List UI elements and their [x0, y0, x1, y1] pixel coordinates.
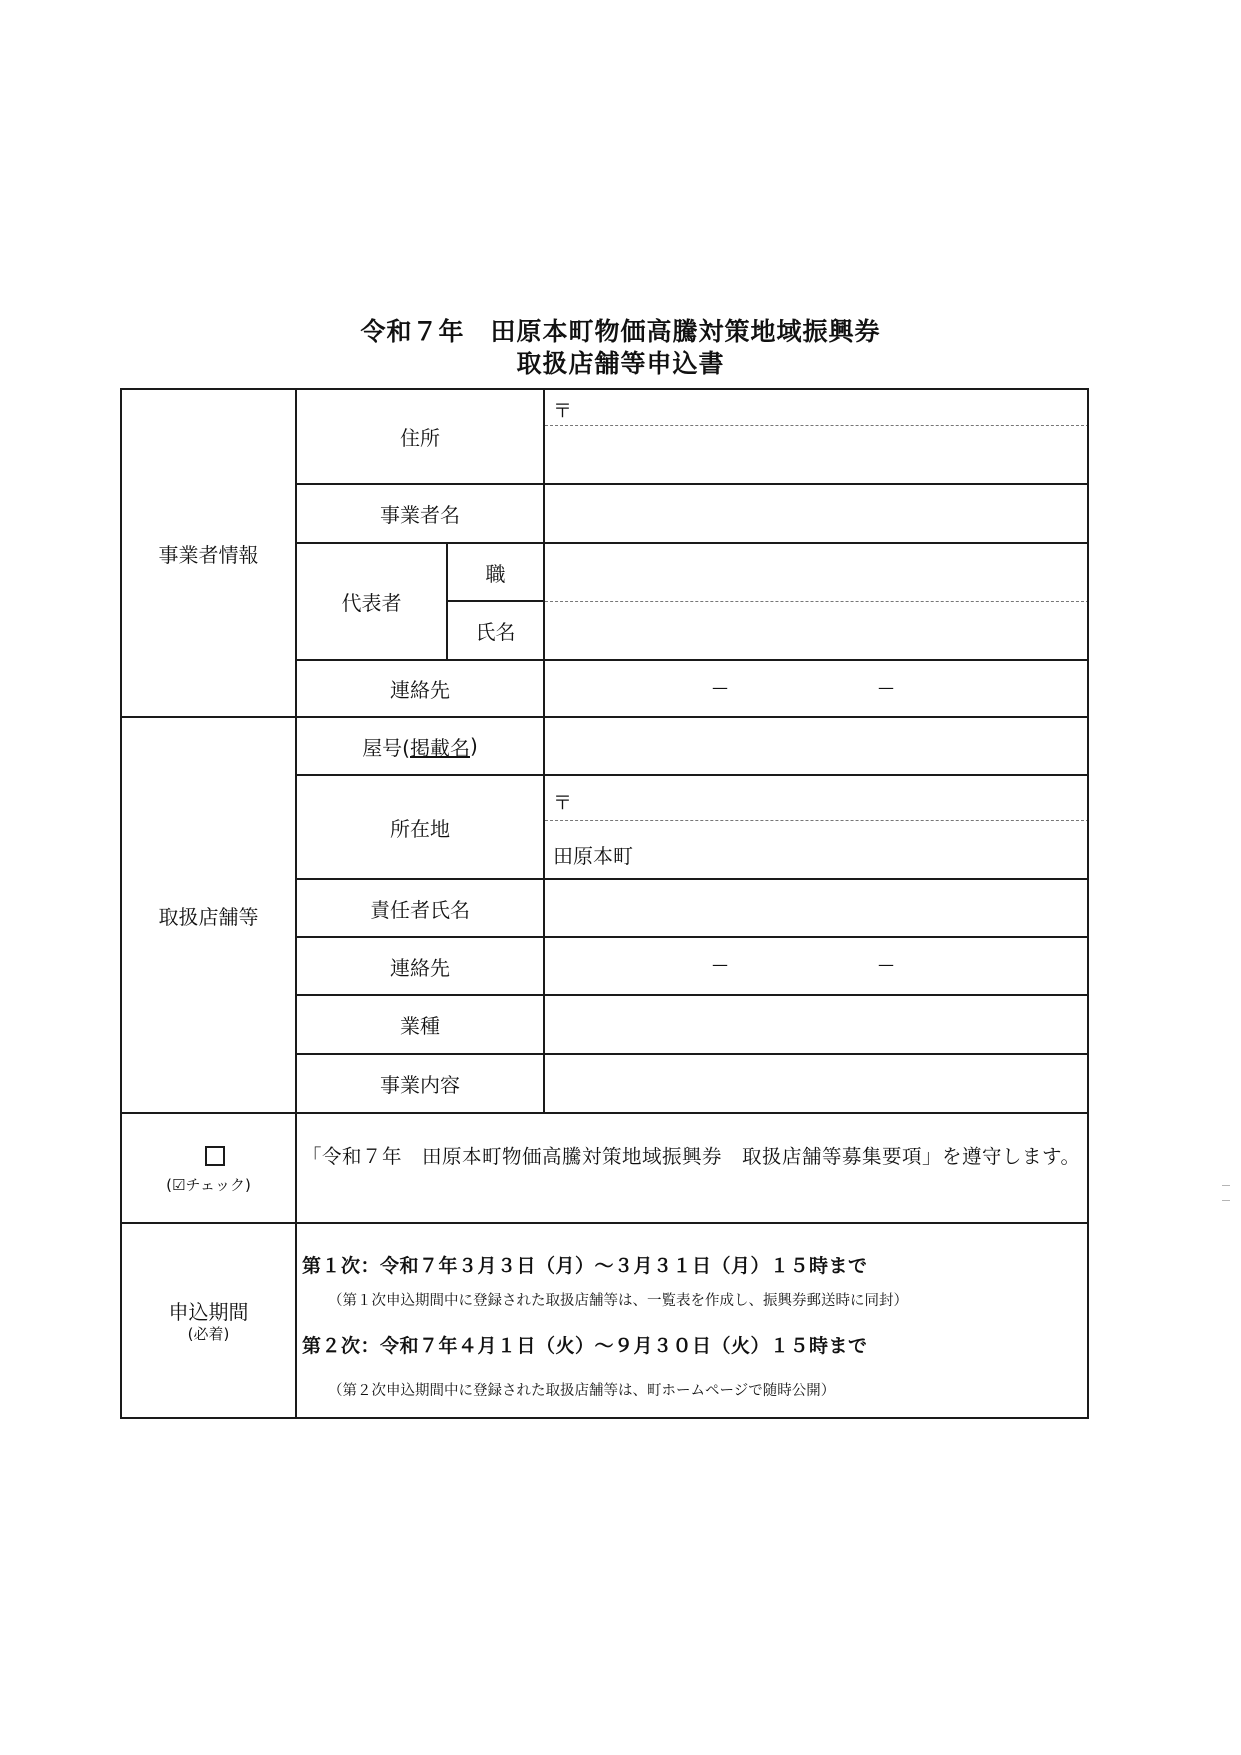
second-round-note: （第２次申込期間中に登録された取扱店舗等は、町ホームページで随時公開） [328, 1383, 836, 1399]
postal-mark: 〒 [553, 400, 573, 422]
location-label: 所在地 [390, 816, 450, 841]
shop-name-label-underlined: 掲載名 [410, 735, 470, 760]
store-info-header: 取扱店舗等 [158, 904, 259, 929]
application-period-label: 申込期間 [168, 1299, 249, 1324]
first-round-note: （第１次申込期間中に登録された取扱店舗等は、一覧表を作成し、振興券郵送時に同封） [328, 1293, 908, 1309]
scan-artifact [1222, 1200, 1230, 1201]
business-name-label: 事業者名 [380, 503, 460, 527]
location-value: 田原本町 [553, 844, 633, 868]
shop-name-label-suffix: ) [470, 734, 478, 758]
border-right [1087, 388, 1089, 1419]
form-title: 令和７年 田原本町物価高騰対策地域振興券 [360, 317, 881, 346]
phone-separator: — [712, 955, 728, 974]
dashed-divider [545, 601, 1089, 602]
manager-name-label: 責任者氏名 [370, 897, 470, 922]
shop-name-label-prefix: 屋号( [362, 735, 410, 760]
compliance-statement: 「令和７年 田原本町物価高騰対策地域振興券 取扱店舗等募集要項」を遵守します。 [302, 1145, 1081, 1168]
business-info-header: 事業者情報 [158, 542, 259, 567]
industry-label: 業種 [400, 1014, 440, 1038]
deadline-note: (必着) [187, 1324, 230, 1343]
border-section-3 [120, 1222, 1089, 1224]
dashed-divider [545, 820, 1089, 821]
contact-label: 連絡先 [390, 678, 450, 702]
store-contact-label: 連絡先 [390, 955, 450, 980]
business-content-label: 事業内容 [380, 1073, 460, 1097]
name-label: 氏名 [475, 620, 516, 644]
first-round-period: 第１次：令和７年３月３日（月）～３月３１日（月）１５時まで [302, 1255, 868, 1277]
scan-artifact [1222, 1185, 1230, 1186]
postal-mark: 〒 [553, 792, 573, 814]
representative-label: 代表者 [341, 591, 402, 615]
position-label: 職 [485, 561, 506, 586]
phone-separator: — [712, 678, 728, 697]
address-label: 住所 [400, 426, 440, 450]
shop-name-label [297, 718, 543, 774]
compliance-checkbox[interactable] [205, 1146, 225, 1166]
check-hint: (☑チェック) [166, 1175, 251, 1194]
col-divider [543, 388, 545, 1114]
second-round-period: 第２次：令和７年４月１日（火）～９月３０日（火）１５時まで [302, 1335, 868, 1357]
form-subtitle: 取扱店舗等申込書 [516, 349, 725, 378]
dashed-divider [545, 425, 1089, 426]
phone-separator: — [878, 955, 894, 974]
border-section-2 [120, 1112, 1089, 1114]
border-bottom [120, 1417, 1089, 1419]
phone-separator: — [878, 678, 894, 697]
